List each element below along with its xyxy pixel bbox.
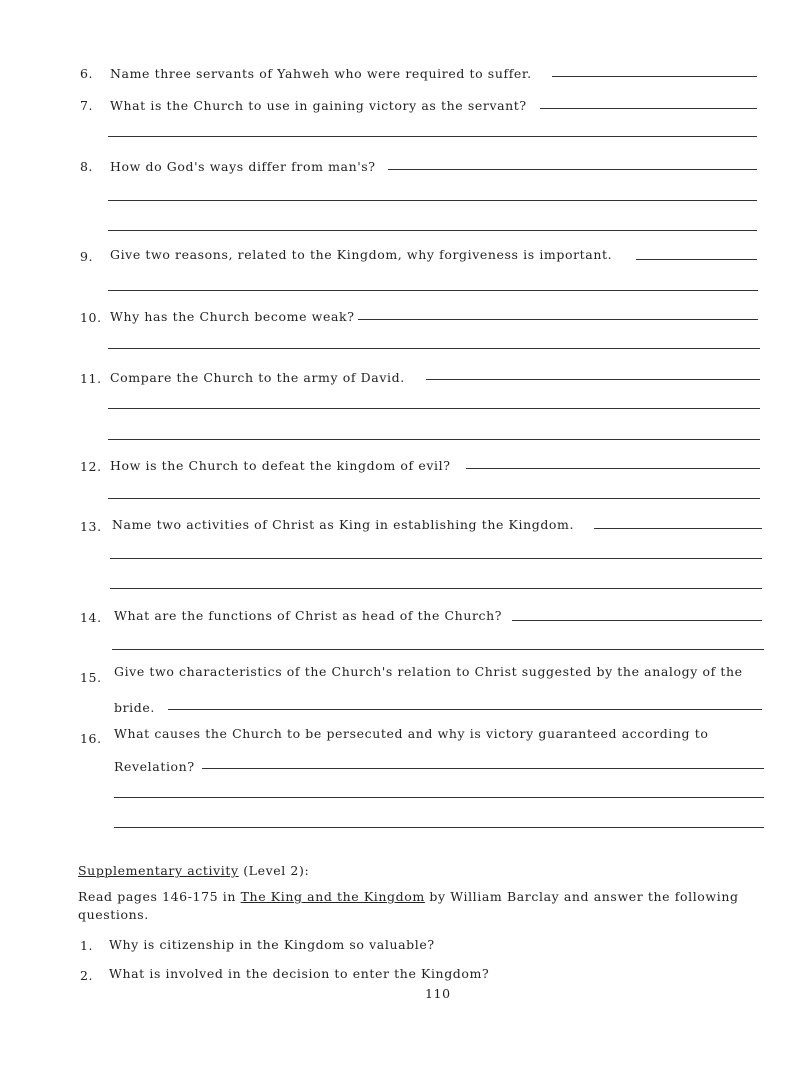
question-number: 7. [80, 98, 94, 113]
answer-line[interactable] [110, 588, 762, 589]
item-number: 1. [80, 938, 94, 953]
answer-line[interactable] [168, 709, 762, 710]
answer-line[interactable] [512, 620, 762, 621]
supplementary-heading [78, 863, 309, 878]
question-text: How do God's ways differ from man's? [110, 159, 376, 174]
intro-text: Read pages 146-175 in [78, 889, 237, 904]
question-text: What is the Church to use in gaining victory as the servant? [110, 98, 527, 113]
answer-line[interactable] [108, 290, 758, 291]
question-text: Give two reasons, related to the Kingdom, why forgiveness is important. [110, 247, 613, 262]
answer-line[interactable] [110, 558, 762, 559]
question-number: 13. [80, 519, 102, 534]
answer-line[interactable] [636, 259, 757, 260]
question-text: What are the functions of Christ as head of the Church? [114, 608, 503, 623]
question-number: 8. [80, 159, 94, 174]
supplementary-level: (Level 2): [243, 863, 310, 878]
question-text: Name three servants of Yahweh who were required to suffer. [110, 66, 532, 81]
answer-line[interactable] [466, 468, 760, 469]
answer-line[interactable] [108, 348, 760, 349]
question-number: 15. [80, 670, 102, 685]
answer-line[interactable] [114, 827, 764, 828]
answer-line[interactable] [108, 439, 760, 440]
answer-line[interactable] [112, 649, 764, 650]
question-text-continued: Revelation? [114, 759, 195, 774]
item-text: Why is citizenship in the Kingdom so valuable? [109, 937, 435, 952]
answer-line[interactable] [108, 498, 760, 499]
answer-line[interactable] [108, 408, 760, 409]
answer-line[interactable] [108, 200, 757, 201]
supplementary-intro [78, 889, 739, 904]
answer-line[interactable] [108, 230, 757, 231]
question-text: Name two activities of Christ as King in establishing the Kingdom. [112, 517, 575, 532]
question-text: Give two characteristics of the Church's relation to Christ suggested by the analogy of the [114, 664, 743, 679]
question-number: 6. [80, 66, 94, 81]
answer-line[interactable] [202, 768, 764, 769]
answer-line[interactable] [552, 76, 757, 77]
intro-text: questions. [78, 907, 149, 922]
question-text-continued: bride. [114, 700, 155, 715]
question-text: What causes the Church to be persecuted and why is victory guaranteed according to [114, 726, 709, 741]
question-number: 9. [80, 249, 94, 264]
supplementary-heading-label: Supplementary activity [78, 863, 239, 878]
question-number: 11. [80, 371, 102, 386]
answer-line[interactable] [540, 108, 757, 109]
question-number: 16. [80, 731, 102, 746]
question-text: Why has the Church become weak? [110, 309, 355, 324]
answer-line[interactable] [114, 797, 764, 798]
item-text: What is involved in the decision to enter the Kingdom? [109, 966, 490, 981]
answer-line[interactable] [108, 136, 757, 137]
question-number: 10. [80, 310, 102, 325]
book-title: The King and the Kingdom [240, 889, 425, 904]
question-text: How is the Church to defeat the kingdom of evil? [110, 458, 451, 473]
page-number: 110 [425, 986, 451, 1001]
answer-line[interactable] [388, 169, 757, 170]
question-text: Compare the Church to the army of David. [110, 370, 405, 385]
answer-line[interactable] [358, 319, 758, 320]
item-number: 2. [80, 968, 94, 983]
answer-line[interactable] [426, 379, 760, 380]
question-number: 14. [80, 610, 102, 625]
intro-text: by William Barclay and answer the following [429, 889, 739, 904]
answer-line[interactable] [594, 528, 762, 529]
question-number: 12. [80, 459, 102, 474]
